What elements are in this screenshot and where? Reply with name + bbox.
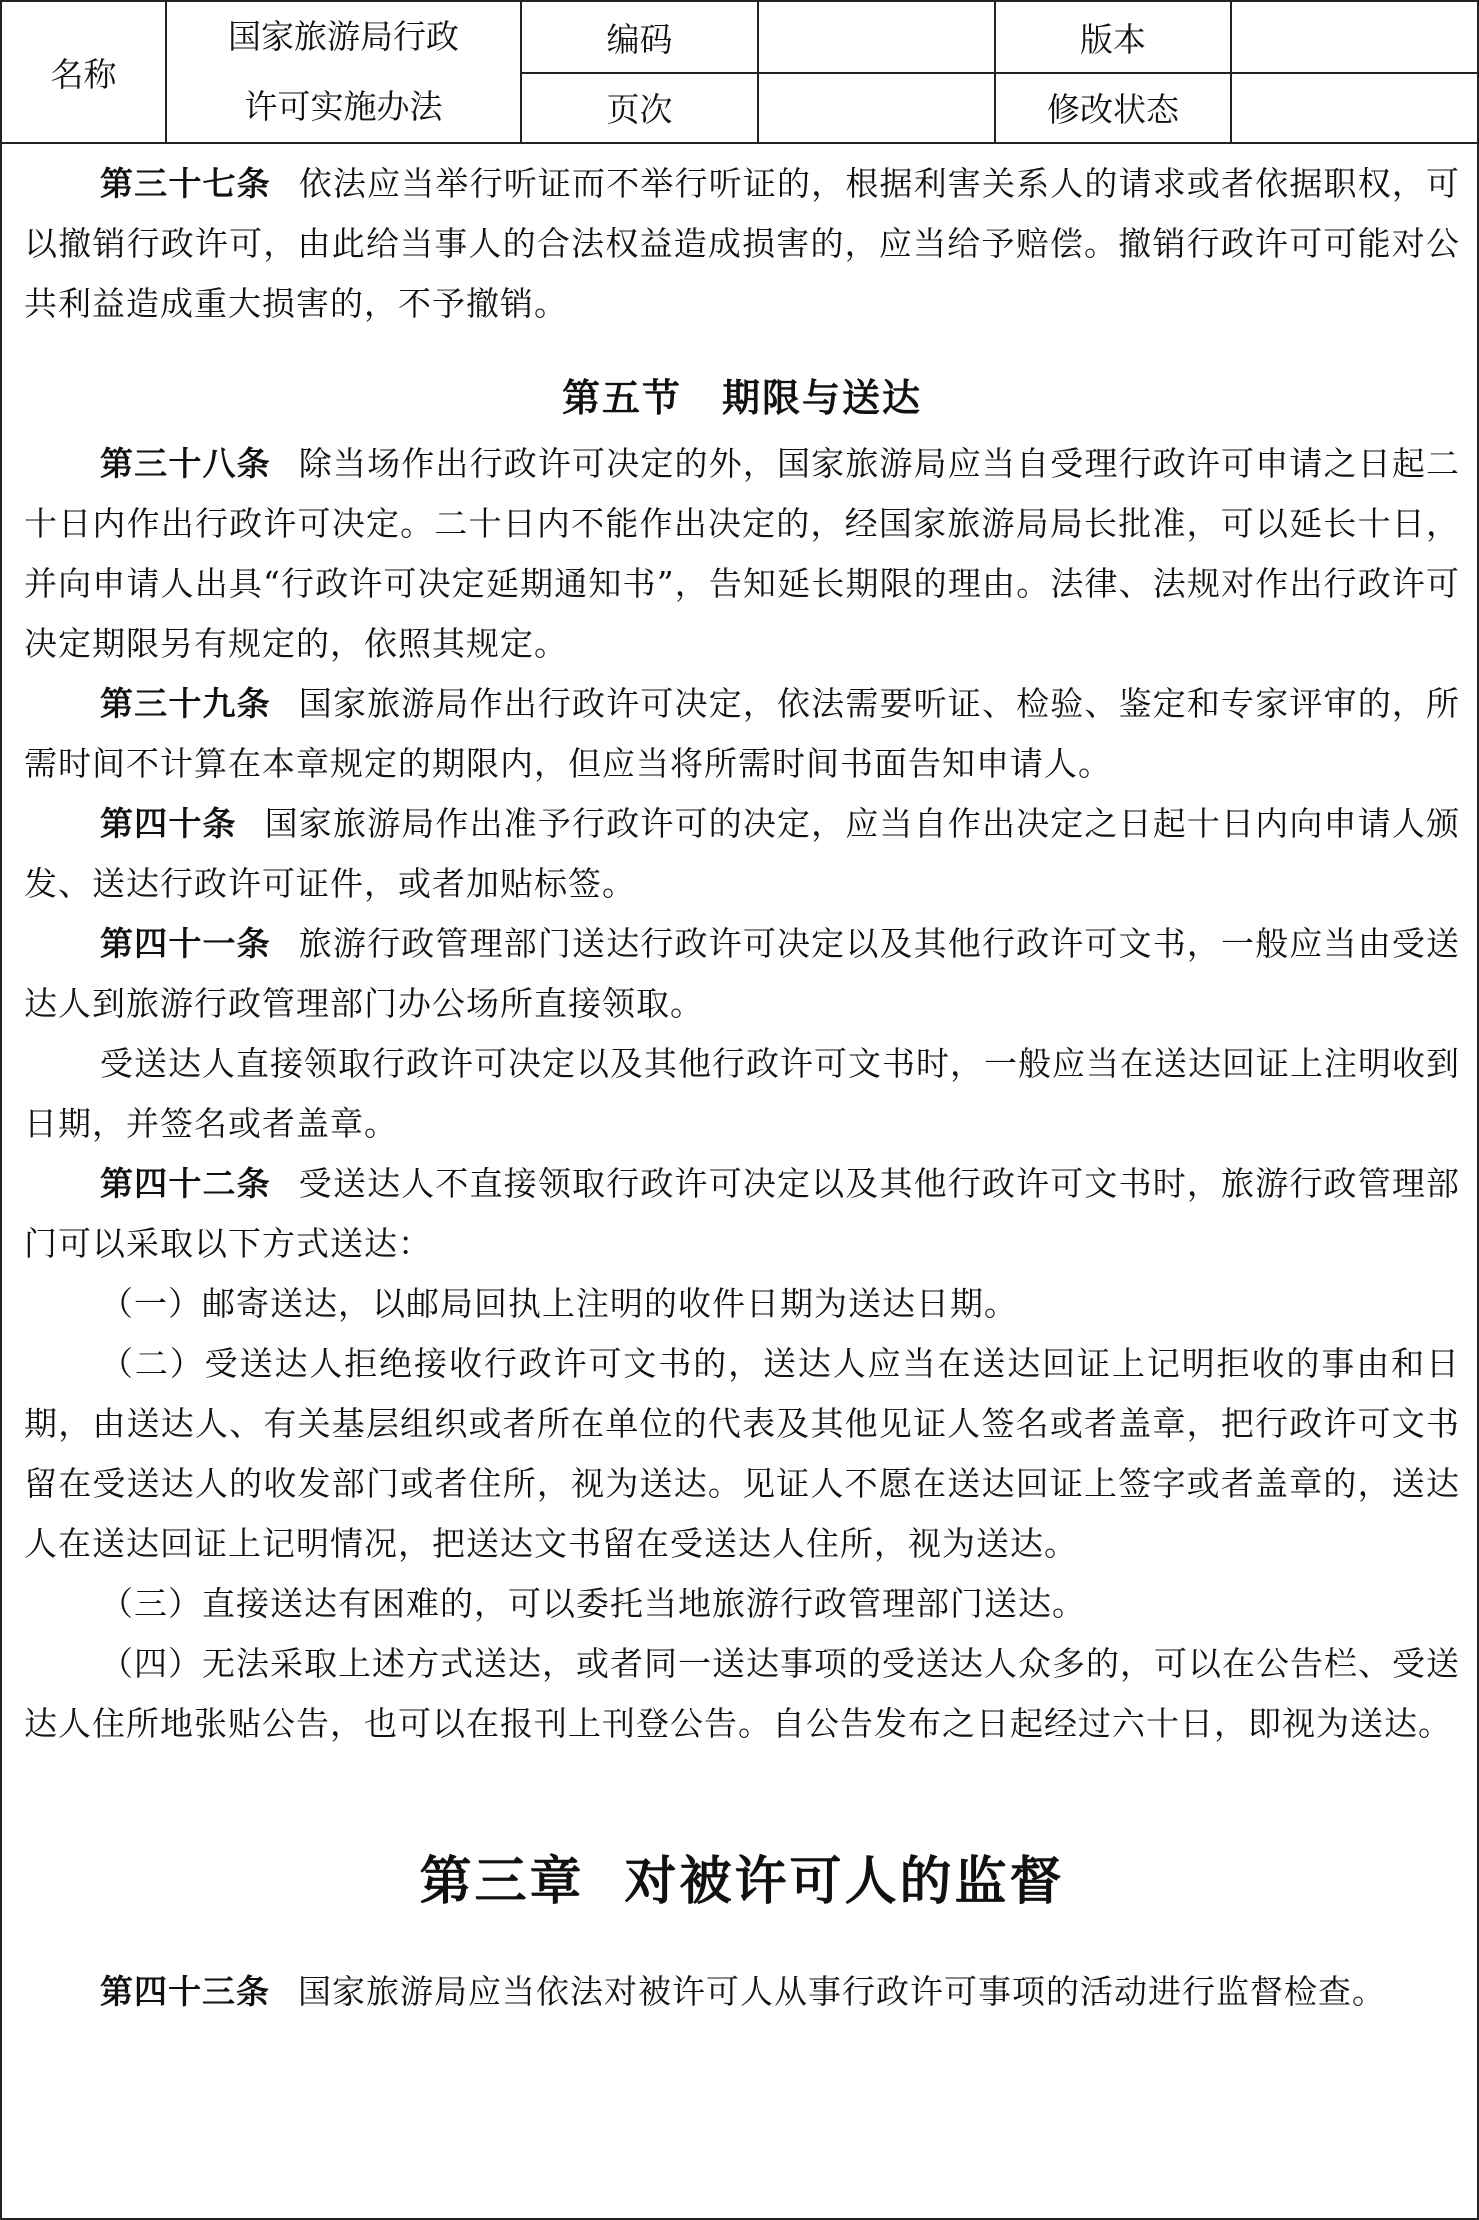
name-label: 名称 bbox=[50, 54, 117, 94]
article-37 bbox=[24, 154, 1460, 334]
name-value-line2: 许可实施办法 bbox=[244, 87, 443, 126]
article-43-label: 第四十三条 bbox=[100, 1972, 270, 2011]
page-label: 页次 bbox=[606, 89, 673, 129]
article-42-item-1: （一）邮寄送达，以邮局回执上注明的收件日期为送达日期。 bbox=[100, 1284, 1018, 1323]
article-42-item-4: （四）无法采取上述方式送达，或者同一送达事项的受送达人众多的，可以在公告栏、受送达人住所地张贴公告，也可以在报刊上刊登公告。自公告发布之日起经过六十日，即视为送达。 bbox=[24, 1644, 1460, 1743]
section-5-number: 第五节 bbox=[561, 376, 682, 420]
article-41-paragraph-2: 受送达人直接领取行政许可决定以及其他行政许可文书时，一般应当在送达回证上注明收到日期，并签名或者盖章。 bbox=[24, 1044, 1460, 1143]
article-39 bbox=[24, 674, 1460, 794]
article-40-text: 国家旅游局作出准予行政许可的决定，应当自作出决定之日起十日内向申请人颁发、送达行政许可证件，或者加贴标签。 bbox=[24, 804, 1461, 903]
chapter-3-heading bbox=[24, 1842, 1460, 1922]
code-value-cell bbox=[759, 2, 996, 72]
article-41-label: 第四十一条 bbox=[100, 924, 271, 963]
name-value-cell bbox=[167, 2, 522, 142]
article-43-text: 国家旅游局应当依法对被许可人从事行政许可事项的活动进行监督检查。 bbox=[298, 1972, 1386, 2011]
article-38-text: 除当场作出行政许可决定的外，国家旅游局应当自受理行政许可申请之日起二十日内作出行政许可决定。二十日内不能作出决定的，经国家旅游局局长批准，可以延长十日，并向申请人出具“行政许可决定延期通知书”，告知延长期限的理由。法律、法规对作出行政许可决定期限另有规定的，依照其规定。 bbox=[24, 444, 1461, 663]
version-value-cell bbox=[1232, 2, 1477, 72]
article-41 bbox=[24, 914, 1460, 1034]
article-40 bbox=[24, 794, 1460, 914]
revision-value-cell bbox=[1232, 72, 1477, 142]
revision-label-cell bbox=[996, 72, 1232, 142]
section-5-title: 期限与送达 bbox=[722, 376, 923, 420]
name-label-cell bbox=[2, 2, 167, 142]
page-label-cell bbox=[522, 72, 759, 142]
page-value-cell bbox=[759, 72, 996, 142]
code-label-cell bbox=[522, 2, 759, 72]
name-value-line1: 国家旅游局行政 bbox=[228, 17, 459, 56]
code-label: 编码 bbox=[606, 19, 673, 59]
article-38 bbox=[24, 434, 1460, 674]
article-40-label: 第四十条 bbox=[100, 804, 237, 843]
revision-label: 修改状态 bbox=[1047, 89, 1179, 129]
article-39-text: 国家旅游局作出行政许可决定，依法需要听证、检验、鉴定和专家评审的，所需时间不计算在本章规定的期限内，但应当将所需时间书面告知申请人。 bbox=[24, 684, 1461, 783]
version-label: 版本 bbox=[1080, 19, 1146, 59]
article-42-item-2: （二）受送达人拒绝接收行政许可文书的，送达人应当在送达回证上记明拒收的事由和日期，由送达人、有关基层组织或者所在单位的代表及其他见证人签名或者盖章，把行政许可文书留在受送达人的收发部门或者住所，视为送达。见证人不愿在送达回证上签字或者盖章的，送达人在送达回证上记明情况，把送达文书留在受送达人住所，视为送达。 bbox=[24, 1344, 1460, 1563]
article-42-label: 第四十二条 bbox=[100, 1164, 271, 1203]
article-39-label: 第三十九条 bbox=[100, 684, 271, 723]
article-43 bbox=[24, 1962, 1460, 2022]
chapter-3-number: 第三章 bbox=[419, 1852, 585, 1912]
article-41-text: 旅游行政管理部门送达行政许可决定以及其他行政许可文书，一般应当由受送达人到旅游行政管理部门办公场所直接领取。 bbox=[24, 924, 1461, 1023]
article-42 bbox=[24, 1154, 1460, 1274]
document-header-table bbox=[2, 2, 1477, 144]
version-label-cell bbox=[996, 2, 1232, 72]
article-38-label: 第三十八条 bbox=[100, 444, 271, 483]
article-42-item-3: （三）直接送达有困难的，可以委托当地旅游行政管理部门送达。 bbox=[100, 1584, 1086, 1623]
chapter-3-title: 对被许可人的监督 bbox=[624, 1852, 1065, 1912]
article-42-text: 受送达人不直接领取行政许可决定以及其他行政许可文书时，旅游行政管理部门可以采取以下方式送达： bbox=[24, 1164, 1461, 1263]
document-body bbox=[24, 154, 1460, 2022]
article-37-text: 依法应当举行听证而不举行听证的，根据利害关系人的请求或者依据职权，可以撤销行政许可，由此给当事人的合法权益造成损害的，应当给予赔偿。撤销行政许可可能对公共利益造成重大损害的，不予撤销。 bbox=[24, 164, 1461, 323]
section-5-heading bbox=[24, 366, 1460, 430]
article-37-label: 第三十七条 bbox=[100, 164, 271, 203]
header-row-divider bbox=[522, 72, 1477, 74]
